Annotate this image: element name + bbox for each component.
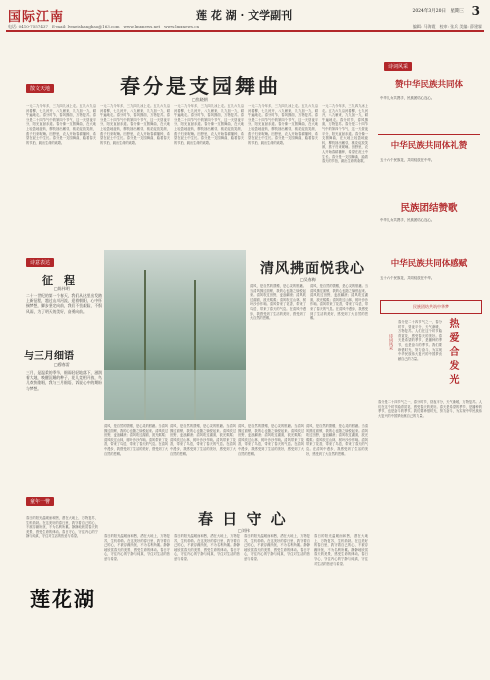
article-body: 一元二九今年多，三九四九冰上走。五九六九沿河看柳，七九河开，八九雁来，九九加一九，耕牛遍地走。春分时节，春风拂面，万物复苏。春分是二十四节气中的第四个节气，这一天昼夜平分，阳光直射赤道。春分像一支圆舞曲，在大地上轻盈地旋转，柳枝抽出嫩芽，桃花绽放笑颜，燕子归来呢喃。田野里，农人开始春耕播种，希望在泥土中生长。春分是一支园舞曲，踏着春天的节拍，跳出生命的欢歌。 bbox=[248, 104, 318, 145]
article-body: 春日的阳光温暖而和煦，洒在大地上，万物复苏，生机勃勃。在这美好的春日里，我守着自己的心，不被浮躁所扰，不为名利所累。静静地欣赏春天的美景，感受生命的律动。春日守心，守住内心的宁静与纯真，守住对生活的热爱与希望。 bbox=[174, 534, 240, 561]
section-tag: 诗词风采 bbox=[384, 62, 412, 71]
article-body: 清风，是自然的馈赠，是心灵的慰藉。当清风拂过面颊，我的心也随之愉悦起来。清风吹过田野，麦浪翻滚；清风吹过湖面，波光粼粼；清风吹过山林，树叶沙沙作响。清风带来了花香，带来了鸟语，带来了春天的气息。在清风中漫步，我感受到了生活的美好，感受到了大自然的恩赐。 bbox=[238, 424, 304, 456]
issue-date: 2024年3月20日 星期三 bbox=[412, 9, 464, 14]
article-body: 春分是二十四节气之一，春分时节，昼夜平分，天气渐暖，万物复苏。人们在这个时节踏青赏花，感受春天的美好。春天是希望的季节，是播种的季节，也是奋斗的季节。我们要珍惜时光，努力奋斗，为实现中华民族伟大复兴的中国梦贡献自己的力量。 bbox=[398, 320, 442, 361]
article-body: 清风，是自然的馈赠，是心灵的慰藉。当清风拂过面颊，我的心也随之愉悦起来。清风吹过田野，麦浪翻滚；清风吹过湖面，波光粼粼；清风吹过山林，树叶沙沙作响。清风带来了花香，带来了鸟语，带来了春天的气息。在清风中漫步，我感受到了生活的美好，感受到了大自然的恩赐。 bbox=[250, 284, 306, 321]
article-body: 清风，是自然的馈赠，是心灵的慰藉。当清风拂过面颊，我的心也随之愉悦起来。清风吹过田野，麦浪翻滚；清风吹过湖面，波光粼粼；清风吹过山林，树叶沙沙作响。清风带来了花香，带来了鸟语，带来了春天的气息。在清风中漫步，我感受到了生活的美好，感受到了大自然的恩赐。 bbox=[104, 424, 168, 456]
article-author: □吴春梅 bbox=[300, 277, 316, 282]
vertical-tag: 诗词风采 bbox=[389, 334, 394, 350]
article-body: 清风，是自然的馈赠，是心灵的慰藉。当清风拂过面颊，我的心也随之愉悦起来。清风吹过田野，麦浪翻滚；清风吹过湖面，波光粼粼；清风吹过山林，树叶沙沙作响。清风带来了花香，带来了鸟语，带来了春天的气息。在清风中漫步，我感受到了生活的美好，感受到了大自然的恩赐。 bbox=[310, 284, 368, 321]
article-body: 春日的阳光温暖而和煦，洒在大地上，万物复苏，生机勃勃。在这美好的春日里，我守着自己的心，不被浮躁所扰，不为名利所累。静静地欣赏春天的美景，感受生命的律动。春日守心，守住内心的宁静与纯真，守住对生活的热爱与希望。 bbox=[314, 534, 368, 566]
poem-title: 与三月细语 bbox=[24, 351, 74, 362]
editor-credits: 编辑: 马海霞 校审: 张兵 美编: 薛建霖 bbox=[412, 24, 482, 29]
poem-body: 五十六个民族花，共同绽放在中华。 bbox=[380, 276, 435, 280]
willow-photo bbox=[104, 250, 246, 420]
poem-title: 民族团结赞歌 bbox=[400, 203, 458, 214]
poem-body: 中华儿女共携手，民族团结心连心。 bbox=[380, 218, 435, 222]
article-author: □焦晓朝 bbox=[192, 97, 208, 102]
article-body: 一元二九今年多，三九四九冰上走。五九六九沿河看柳，七九河开，八九雁来，九九加一九，耕牛遍地走。春分时节，春风拂面，万物复苏。春分是二十四节气中的第四个节气，这一天昼夜平分，阳光直射赤道。春分像一支圆舞曲，在大地上轻盈地旋转，柳枝抽出嫩芽，桃花绽放笑颜，燕子归来呢喃。田野里，农人开始春耕播种，希望在泥土中生长。春分是一支园舞曲，踏着春天的节拍，跳出生命的欢歌。 bbox=[100, 104, 170, 145]
article-body: 春分是二十四节气之一，春分时节，昼夜平分，天气渐暖，万物复苏。人们在这个时节踏青赏花，感受春天的美好。春天是希望的季节，是播种的季节，也是奋斗的季节。我们要珍惜时光，努力奋斗，为实现中华民族伟大复兴的中国梦贡献自己的力量。 bbox=[378, 400, 482, 418]
article-title: 清风拂面悦我心 bbox=[260, 261, 365, 277]
page-number: 3 bbox=[471, 4, 480, 18]
article-body: 一元二九今年多，三九四九冰上走。五九六九沿河看柳，七九河开，八九雁来，九九加一九，耕牛遍地走。春分时节，春风拂面，万物复苏。春分是二十四节气中的第四个节气，这一天昼夜平分，阳光直射赤道。春分像一支圆舞曲，在大地上轻盈地旋转，柳枝抽出嫩芽，桃花绽放笑颜，燕子归来呢喃。田野里，农人开始春耕播种，希望在泥土中生长。春分是一支园舞曲，踏着春天的节拍，跳出生命的欢歌。 bbox=[322, 104, 368, 164]
poem-body: 五十六个民族花，共同绽放在中华。 bbox=[380, 158, 435, 162]
divider bbox=[378, 134, 480, 135]
page-masthead: 莲 花 湖 · 文学副刊 bbox=[196, 9, 293, 22]
banner: 民族团结共筑中华梦 bbox=[380, 300, 482, 314]
article-body: 春日的阳光温暖而和煦，洒在大地上，万物复苏，生机勃勃。在这美好的春日里，我守着自己的心，不被浮躁所扰，不为名利所累。静静地欣赏春天的美景，感受生命的律动。春日守心，守住内心的宁静与纯真，守住对生活的热爱与希望。 bbox=[244, 534, 310, 561]
article-body: 一元二九今年多，三九四九冰上走。五九六九沿河看柳，七九河开，八九雁来，九九加一九，耕牛遍地走。春分时节，春风拂面，万物复苏。春分是二十四节气中的第四个节气，这一天昼夜平分，阳光直射赤道。春分像一支圆舞曲，在大地上轻盈地旋转，柳枝抽出嫩芽，桃花绽放笑颜，燕子归来呢喃。田野里，农人开始春耕播种，希望在泥土中生长。春分是一支园舞曲，踏着春天的节拍，跳出生命的欢歌。 bbox=[174, 104, 244, 145]
article-body: 春日的阳光温暖而和煦，洒在大地上，万物复苏，生机勃勃。在这美好的春日里，我守着自己的心，不被浮躁所扰，不为名利所累。静静地欣赏春天的美景，感受生命的律动。春日守心，守住内心的宁静与纯真，守住对生活的热爱与希望。 bbox=[104, 534, 170, 561]
article-body: 清风，是自然的馈赠，是心灵的慰藉。当清风拂过面颊，我的心也随之愉悦起来。清风吹过田野，麦浪翻滚；清风吹过湖面，波光粼粼；清风吹过山林，树叶沙沙作响。清风带来了花香，带来了鸟语，带来了春天的气息。在清风中漫步，我感受到了生活的美好，感受到了大自然的恩赐。 bbox=[306, 424, 368, 456]
section-tag: 诗意表达 bbox=[26, 258, 54, 267]
article-body: 一元二九今年多，三九四九冰上走。五九六九沿河看柳，七九河开，八九雁来，九九加一九，耕牛遍地走。春分时节，春风拂面，万物复苏。春分是二十四节气中的第四个节气，这一天昼夜平分，阳光直射赤道。春分像一支圆舞曲，在大地上轻盈地旋转，柳枝抽出嫩芽，桃花绽放笑颜，燕子归来呢喃。田野里，农人开始春耕播种，希望在泥土中生长。春分是一支园舞曲，踏着春天的节拍，跳出生命的欢歌。 bbox=[26, 104, 96, 145]
article-author: □刘伟 bbox=[238, 528, 250, 533]
header-divider bbox=[6, 30, 484, 32]
article-title: 春分是支园舞曲 bbox=[120, 74, 281, 98]
poem-title: 中华民族共同体感赋 bbox=[390, 259, 468, 269]
contact-info: 电话: 0410-7557437 E-mail: lvmeishangbao@163.com www.lmxnews.net www.lmxnews.cn bbox=[8, 24, 200, 29]
article-body: 清风，是自然的馈赠，是心灵的慰藉。当清风拂过面颊，我的心也随之愉悦起来。清风吹过田野，麦浪翻滚；清风吹过湖面，波光粼粼；清风吹过山林，树叶沙沙作响。清风带来了花香，带来了鸟语，带来了春天的气息。在清风中漫步，我感受到了生活的美好，感受到了大自然的恩赐。 bbox=[170, 424, 236, 456]
section-tag: 散文天地 bbox=[26, 84, 54, 93]
calligraphy-logo: 莲花湖 bbox=[30, 587, 96, 611]
section-tag: 童年一瞥 bbox=[26, 497, 54, 506]
poem-author: □穆春雷 bbox=[54, 362, 70, 367]
poem-title: 赞中华民族共同体 bbox=[394, 80, 463, 90]
poem-author: □陈伟明 bbox=[54, 286, 70, 291]
poem-body: 二十一世纪的第一个春天，我们从这里出发踏上新征程，越过山川河流，迎着朝阳，心中怀揣梦想，脚步坚定向前，我们不畏艰险，不惧风雨，为了明天的美好，奋勇向前。 bbox=[26, 293, 102, 314]
article-body: 春日的阳光温暖而和煦，洒在大地上，万物复苏，生机勃勃。在这美好的春日里，我守着自己的心，不被浮躁所扰，不为名利所累。静静地欣赏春天的美景，感受生命的律动。春日守心，守住内心的宁静与纯真，守住对生活的热爱与希望。 bbox=[26, 516, 98, 539]
poem-title: 征 程 bbox=[42, 274, 75, 287]
vertical-heading: 热爱合发光 bbox=[447, 318, 458, 388]
poem-title: 中华民族共同体礼赞 bbox=[390, 141, 468, 151]
newspaper-logo: 国际江南 bbox=[8, 10, 65, 25]
poem-body: 中华儿女共携手，民族团结心连心。 bbox=[380, 96, 435, 100]
article-title: 春 日 守 心 bbox=[198, 510, 288, 528]
poem-body: 三月，是温柔的季节，细雨轻轻地落下，滋润着大地，唤醒沉睡的种子，花儿竞相开放，鸟儿欢快歌唱，我与三月细语，诉说心中的期盼与梦想。 bbox=[26, 370, 102, 391]
